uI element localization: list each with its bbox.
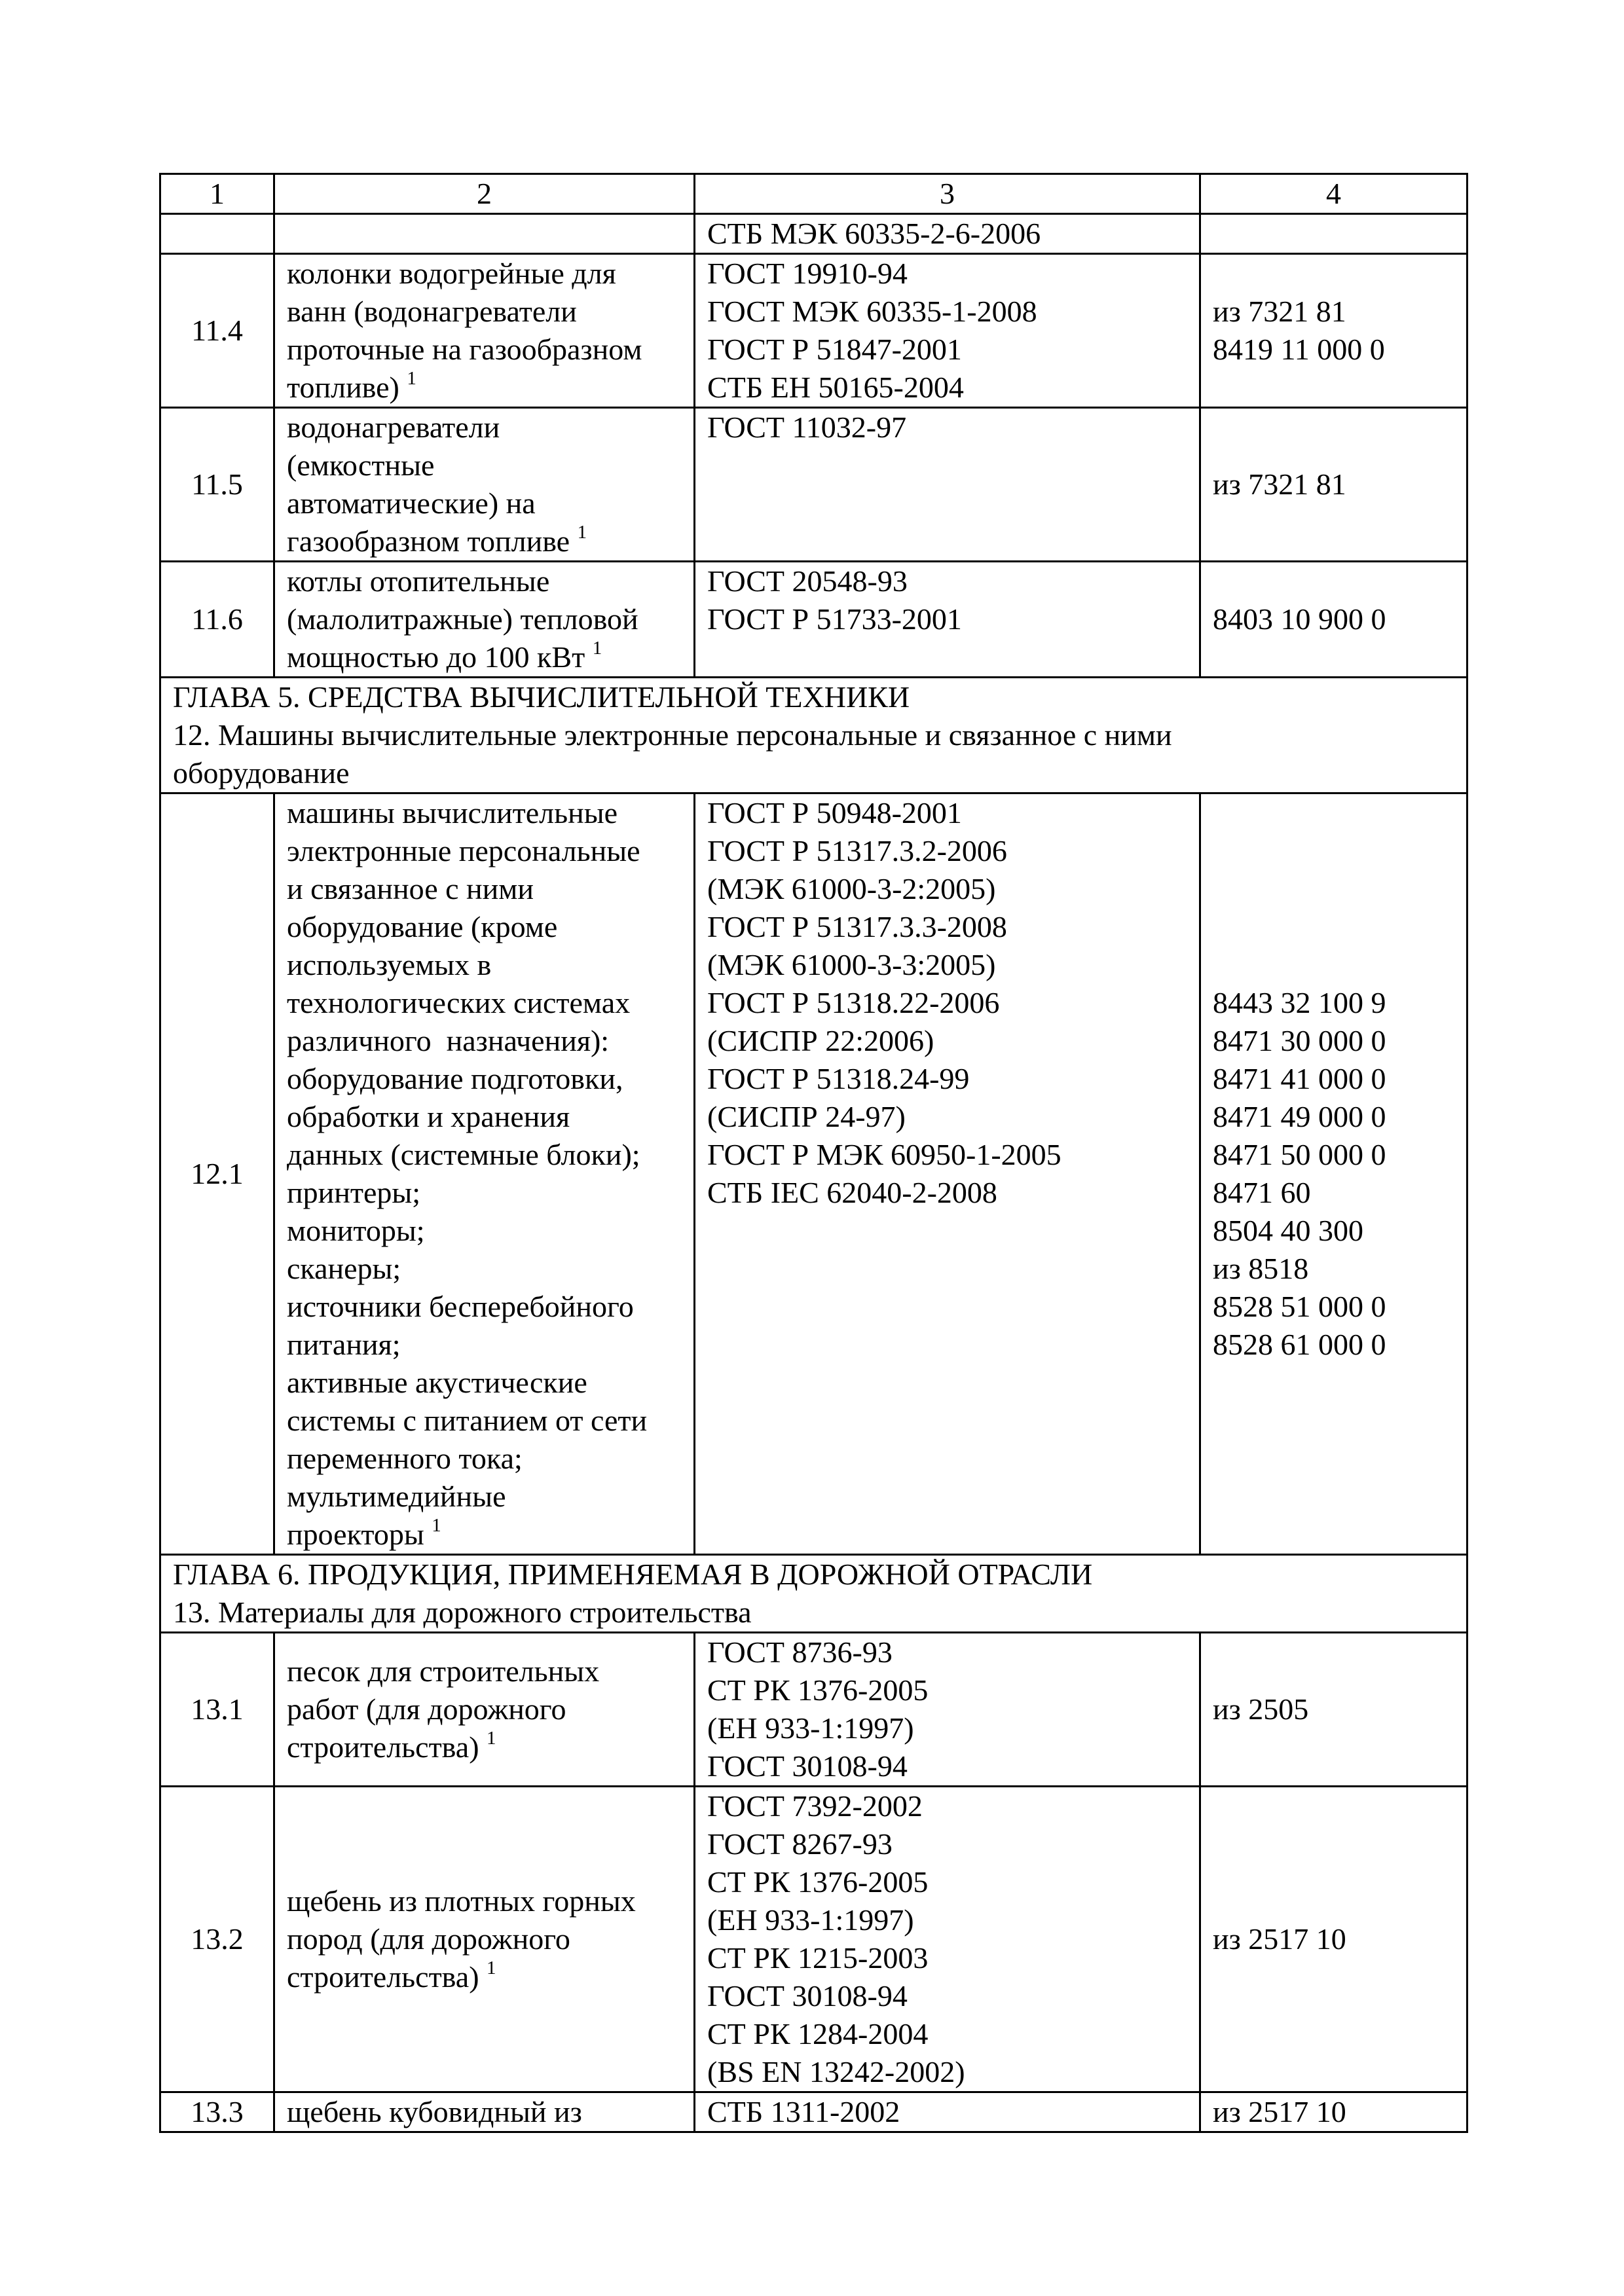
- standard-line: (СИСПР 24-97): [707, 1100, 906, 1133]
- product-description: [274, 562, 695, 678]
- product-description: [274, 254, 695, 408]
- standard-line: СТБ МЭК 60335-2-6-2006: [707, 217, 1041, 250]
- description-line: оборудование (кроме: [287, 910, 558, 943]
- table-row-11-4: [160, 254, 1467, 408]
- section-title-line: 13. Материалы для дорожного строительства: [173, 1595, 752, 1629]
- standard-line: ГОСТ 19910-94: [707, 257, 908, 290]
- customs-codes: [1200, 562, 1467, 678]
- footnote-mark: 1: [407, 367, 416, 389]
- customs-codes: [1200, 793, 1467, 1555]
- description-line: (малолитражные) тепловой: [287, 602, 638, 636]
- description-line: [287, 522, 682, 560]
- standards-list: [695, 2092, 1200, 2132]
- description-line: [287, 1958, 682, 1996]
- footnote-mark: 1: [487, 1727, 496, 1749]
- description-text: строительства): [287, 1730, 479, 1764]
- standard-line: ГОСТ 8736-93: [707, 1635, 893, 1669]
- description-line: [287, 1516, 682, 1554]
- customs-codes: [1200, 1787, 1467, 2092]
- standard-line: (ЕН 933-1:1997): [707, 1903, 914, 1937]
- standard-line: ГОСТ Р 50948-2001: [707, 796, 962, 829]
- standard-line: СТ РК 1215-2003: [707, 1941, 929, 1975]
- description-line: водонагреватели: [287, 410, 500, 444]
- description-text: газообразном топливе: [287, 524, 570, 558]
- continuation-desc-cell: [274, 214, 695, 254]
- table-row-13-1: [160, 1633, 1467, 1787]
- standard-line: ГОСТ Р 51318.24-99: [707, 1062, 970, 1095]
- continuation-standards-cell: [695, 214, 1200, 254]
- code-line: 8471 41 000 0: [1213, 1062, 1386, 1095]
- table-row-12-1: [160, 793, 1467, 1555]
- row-number: 12.1: [160, 793, 274, 1555]
- product-description: [274, 793, 695, 1555]
- table-row-11-6: [160, 562, 1467, 678]
- standard-line: СТ РК 1376-2005: [707, 1673, 929, 1707]
- chapter-6-row: [160, 1555, 1467, 1633]
- description-line: проточные на газообразном: [287, 333, 642, 366]
- standard-line: СТ РК 1284-2004: [707, 2017, 929, 2050]
- description-line: сканеры;: [287, 1252, 401, 1285]
- row-number: 11.6: [160, 562, 274, 678]
- standard-line: ГОСТ 20548-93: [707, 564, 908, 598]
- description-text: проекторы: [287, 1518, 424, 1551]
- standards-list: [695, 562, 1200, 678]
- standard-line: ГОСТ Р 51733-2001: [707, 602, 962, 636]
- description-line: и связанное с ними: [287, 872, 534, 905]
- description-line: переменного тока;: [287, 1442, 523, 1475]
- description-line: мультимедийные: [287, 1480, 506, 1513]
- table-row-11-5: [160, 408, 1467, 562]
- description-line: электронные персональные: [287, 834, 640, 867]
- continuation-num-cell: [160, 214, 274, 254]
- customs-codes: [1200, 2092, 1467, 2132]
- code-line: 8528 51 000 0: [1213, 1290, 1386, 1323]
- description-line: котлы отопительные: [287, 564, 550, 598]
- description-line: питания;: [287, 1328, 401, 1361]
- header-row: [160, 174, 1467, 214]
- product-description: [274, 2092, 695, 2132]
- customs-codes: [1200, 1633, 1467, 1787]
- row-number: 13.3: [160, 2092, 274, 2132]
- description-line: ванн (водонагреватели: [287, 295, 577, 328]
- standard-line: СТБ ЕН 50165-2004: [707, 371, 964, 404]
- customs-codes: [1200, 408, 1467, 562]
- standards-table: [159, 173, 1468, 2133]
- code-line: из 2517 10: [1213, 1922, 1346, 1956]
- standard-line: ГОСТ МЭК 60335-1-2008: [707, 295, 1037, 328]
- code-line: 8419 11 000 0: [1213, 333, 1385, 366]
- code-line: 8471 60: [1213, 1176, 1311, 1209]
- standard-line: (МЭК 61000-3-2:2005): [707, 872, 996, 905]
- chapter-5-header: [160, 678, 1467, 793]
- description-line: работ (для дорожного: [287, 1692, 566, 1726]
- standard-line: ГОСТ Р 51847-2001: [707, 333, 962, 366]
- row-number: 11.5: [160, 408, 274, 562]
- description-text: мощностью до 100 кВт: [287, 640, 585, 674]
- description-line: оборудование подготовки,: [287, 1062, 623, 1095]
- code-line: 8528 61 000 0: [1213, 1328, 1386, 1361]
- standard-line: (BS EN 13242-2002): [707, 2055, 965, 2088]
- standard-line: ГОСТ 7392-2002: [707, 1789, 923, 1823]
- description-line: системы с питанием от сети: [287, 1404, 648, 1437]
- table-row-13-3: [160, 2092, 1467, 2132]
- description-line: активные акустические: [287, 1366, 587, 1399]
- section-title-line: оборудование: [173, 756, 350, 790]
- code-line: из 8518: [1213, 1252, 1309, 1285]
- code-line: из 7321 81: [1213, 295, 1346, 328]
- continuation-row: [160, 214, 1467, 254]
- code-line: 8471 30 000 0: [1213, 1024, 1386, 1057]
- chapter-title: ГЛАВА 6. ПРОДУКЦИЯ, ПРИМЕНЯЕМАЯ В ДОРОЖНОЙ ОТРАСЛИ: [173, 1558, 1093, 1591]
- description-line: [287, 638, 682, 676]
- code-line: из 2517 10: [1213, 2095, 1346, 2128]
- description-line: мониторы;: [287, 1214, 425, 1247]
- code-line: 8443 32 100 9: [1213, 986, 1386, 1019]
- standards-list: [695, 793, 1200, 1555]
- standard-line: СТ РК 1376-2005: [707, 1865, 929, 1899]
- standard-line: ГОСТ Р 51317.3.3-2008: [707, 910, 1007, 943]
- standards-list: [695, 1633, 1200, 1787]
- section-title-line: 12. Машины вычислительные электронные персональные и связанное с ними: [173, 718, 1172, 752]
- table-row-13-2: [160, 1787, 1467, 2092]
- description-line: колонки водогрейные для: [287, 257, 616, 290]
- description-text: топливе): [287, 371, 399, 404]
- footnote-mark: 1: [592, 637, 602, 659]
- standard-line: (ЕН 933-1:1997): [707, 1711, 914, 1745]
- footnote-mark: 1: [432, 1514, 441, 1536]
- standards-list: [695, 408, 1200, 562]
- row-number: 13.2: [160, 1787, 274, 2092]
- standards-list: [695, 1787, 1200, 2092]
- description-line: щебень кубовидный из: [287, 2095, 582, 2128]
- continuation-codes-cell: [1200, 214, 1467, 254]
- standard-line: ГОСТ 30108-94: [707, 1749, 908, 1783]
- description-text: строительства): [287, 1960, 479, 1994]
- footnote-mark: 1: [577, 521, 587, 543]
- standard-line: ГОСТ Р 51317.3.2-2006: [707, 834, 1007, 867]
- code-line: 8403 10 900 0: [1213, 602, 1386, 636]
- code-line: 8471 49 000 0: [1213, 1100, 1386, 1133]
- standard-line: (СИСПР 22:2006): [707, 1024, 934, 1057]
- product-description: [274, 1633, 695, 1787]
- description-line: щебень из плотных горных: [287, 1884, 636, 1918]
- code-line: 8471 50 000 0: [1213, 1138, 1386, 1171]
- standard-line: ГОСТ 11032-97: [707, 410, 907, 444]
- standard-line: ГОСТ 30108-94: [707, 1979, 908, 2013]
- description-line: данных (системные блоки);: [287, 1138, 640, 1171]
- description-line: автоматические) на: [287, 486, 536, 520]
- footnote-mark: 1: [487, 1957, 496, 1978]
- col-header-4: 4: [1200, 174, 1467, 214]
- standard-line: СТБ IEC 62040-2-2008: [707, 1176, 997, 1209]
- chapter-6-header: [160, 1555, 1467, 1633]
- description-line: [287, 1728, 682, 1766]
- code-line: из 2505: [1213, 1692, 1309, 1726]
- description-line: [287, 369, 682, 407]
- row-number: 11.4: [160, 254, 274, 408]
- standards-list: [695, 254, 1200, 408]
- standard-line: ГОСТ 8267-93: [707, 1827, 893, 1861]
- description-line: пород (для дорожного: [287, 1922, 570, 1956]
- chapter-title: ГЛАВА 5. СРЕДСТВА ВЫЧИСЛИТЕЛЬНОЙ ТЕХНИКИ: [173, 680, 910, 714]
- col-header-2: 2: [274, 174, 695, 214]
- description-line: песок для строительных: [287, 1654, 600, 1688]
- description-line: принтеры;: [287, 1176, 421, 1209]
- standard-line: (МЭК 61000-3-3:2005): [707, 948, 996, 981]
- product-description: [274, 1787, 695, 2092]
- description-line: машины вычислительные: [287, 796, 618, 829]
- description-line: различного назначения):: [287, 1024, 610, 1057]
- standard-line: СТБ 1311-2002: [707, 2095, 900, 2128]
- chapter-5-row: [160, 678, 1467, 793]
- row-number: 13.1: [160, 1633, 274, 1787]
- col-header-3: 3: [695, 174, 1200, 214]
- code-line: 8504 40 300: [1213, 1214, 1363, 1247]
- description-line: обработки и хранения: [287, 1100, 570, 1133]
- description-line: источники бесперебойного: [287, 1290, 634, 1323]
- code-line: из 7321 81: [1213, 467, 1346, 501]
- description-line: технологических системах: [287, 986, 631, 1019]
- customs-codes: [1200, 254, 1467, 408]
- standard-line: ГОСТ Р 51318.22-2006: [707, 986, 1000, 1019]
- product-description: [274, 408, 695, 562]
- col-header-1: 1: [160, 174, 274, 214]
- description-line: (емкостные: [287, 448, 435, 482]
- standard-line: ГОСТ Р МЭК 60950-1-2005: [707, 1138, 1061, 1171]
- description-line: используемых в: [287, 948, 492, 981]
